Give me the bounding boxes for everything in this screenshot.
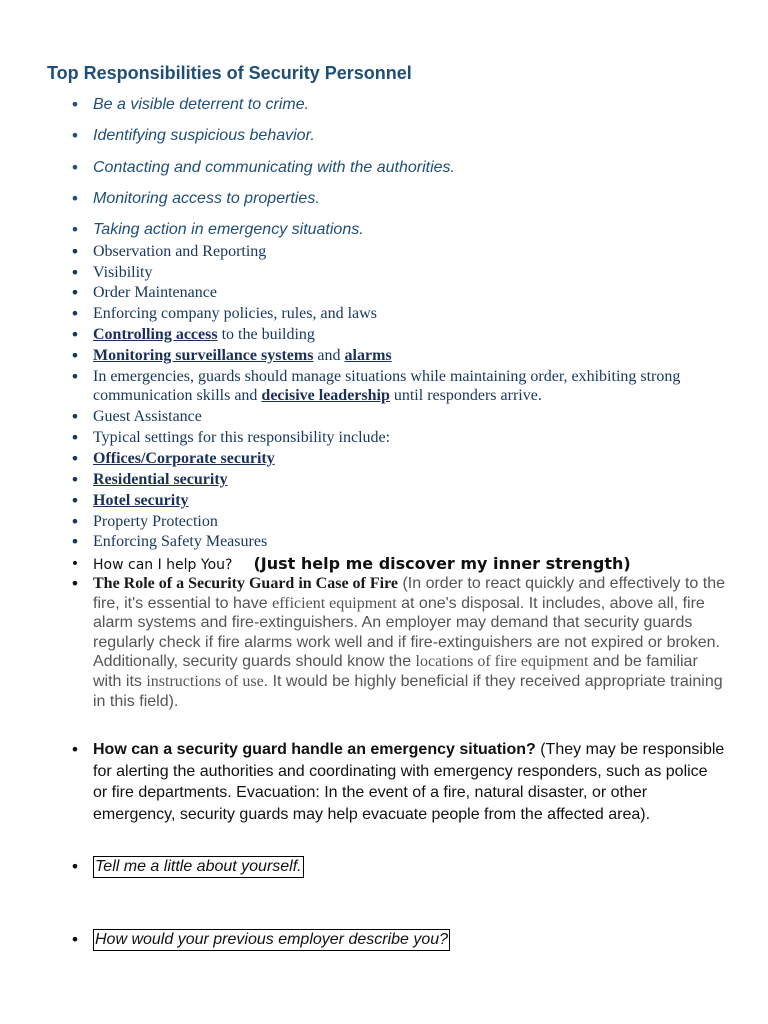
list-item: • Controlling access to the building bbox=[70, 325, 315, 344]
list-item bbox=[70, 449, 725, 469]
bullet: • bbox=[70, 325, 80, 344]
bullet: • bbox=[70, 158, 80, 177]
alarms-link[interactable]: alarms bbox=[344, 347, 392, 364]
bullet: • bbox=[70, 930, 80, 949]
bullet: • bbox=[70, 556, 80, 572]
list-item: • Identifying suspicious behavior. bbox=[70, 126, 315, 145]
list-item: • Order Maintenance bbox=[70, 283, 217, 302]
bullet: • bbox=[70, 449, 80, 468]
list-item bbox=[70, 470, 725, 490]
list-item: • Monitoring surveillance systems and alarms bbox=[70, 346, 392, 365]
list-item bbox=[70, 856, 725, 878]
tell-about-yourself-box: Tell me a little about yourself. bbox=[93, 856, 304, 878]
list-item: • Enforcing Safety Measures bbox=[70, 532, 268, 551]
residential-security-link[interactable]: Residential security bbox=[93, 471, 228, 488]
previous-employer-box: How would your previous employer describe you? bbox=[93, 929, 450, 951]
bullet: • bbox=[70, 95, 80, 114]
list-item: • Taking action in emergency situations. bbox=[70, 220, 364, 239]
bullet: • bbox=[70, 512, 80, 531]
bullet: • bbox=[70, 189, 80, 208]
offices-security-link[interactable]: Offices/Corporate security bbox=[93, 450, 275, 467]
bullet: • bbox=[70, 470, 80, 489]
bullet: • bbox=[70, 367, 80, 386]
list-item: • Property Protection bbox=[70, 512, 218, 531]
emergency-question: How can a security guard handle an emergency situation? bbox=[93, 741, 536, 758]
bullet: • bbox=[70, 263, 80, 282]
help-question: How can I help You? bbox=[93, 557, 233, 573]
list-item: • Enforcing company policies, rules, and laws bbox=[70, 304, 377, 323]
fire-paragraph: • The Role of a Security Guard in Case of Fire (In order to react quickly and effectively to the fire, it's essential to have efficient equipment at one's disposal. It includes, above all, fire alarm systems and fire-extinguishers. An employer may demand that security guards regularly check if fire alarms work well and if fire-extinguishers are not expired or broken. Additionally, security guards should know the locations of fire equipment and be familiar with its instructions of use. It would be highly beneficial if they received appropriate training in this field). bbox=[70, 574, 725, 710]
bullet: • bbox=[70, 532, 80, 551]
list-item: • Visibility bbox=[70, 263, 153, 282]
list-item: • Contacting and communicating with the authorities. bbox=[70, 158, 455, 177]
list-item bbox=[70, 929, 725, 951]
emergency-paragraph: • How can a security guard handle an emergency situation? (They may be responsible for alerting the authorities and coordinating with emergency responders, such as police or fire departments. Evacuation: In the event of a fire, natural disaster, or other emergency, security guards may help evacuate people from the affected area). bbox=[70, 740, 725, 823]
bullet: • bbox=[70, 346, 80, 365]
list-item bbox=[70, 554, 725, 575]
bullet: • bbox=[70, 304, 80, 323]
bullet: • bbox=[70, 574, 80, 593]
decisive-leadership-link[interactable]: decisive leadership bbox=[261, 387, 390, 404]
list-item: • In emergencies, guards should manage situations while maintaining order, exhibiting strong communication skills and decisive leadership until responders arrive. bbox=[70, 367, 681, 404]
bullet: • bbox=[70, 283, 80, 302]
bullet: • bbox=[70, 242, 80, 261]
list-item: • Typical settings for this responsibility include: bbox=[70, 428, 391, 447]
bullet: • bbox=[70, 126, 80, 145]
bullet: • bbox=[70, 428, 80, 447]
list-item bbox=[70, 491, 725, 511]
list-item: • Monitoring access to properties. bbox=[70, 189, 320, 208]
list-item: • Observation and Reporting bbox=[70, 242, 267, 261]
controlling-access-link[interactable]: Controlling access bbox=[93, 326, 218, 343]
bullet: • bbox=[70, 220, 80, 239]
list-item: • Be a visible deterrent to crime. bbox=[70, 95, 310, 114]
bullet: • bbox=[70, 407, 80, 426]
hotel-security-link[interactable]: Hotel security bbox=[93, 492, 189, 509]
bullet: • bbox=[70, 857, 80, 876]
list-item: • Guest Assistance bbox=[70, 407, 202, 426]
bullet: • bbox=[70, 491, 80, 510]
page-heading: Top Responsibilities of Security Personnel bbox=[47, 63, 412, 83]
help-answer: (Just help me discover my inner strength) bbox=[253, 554, 631, 573]
monitoring-surveillance-link[interactable]: Monitoring surveillance systems bbox=[93, 347, 314, 364]
bullet: • bbox=[70, 740, 80, 759]
fire-title: The Role of a Security Guard in Case of Fire bbox=[93, 575, 399, 592]
